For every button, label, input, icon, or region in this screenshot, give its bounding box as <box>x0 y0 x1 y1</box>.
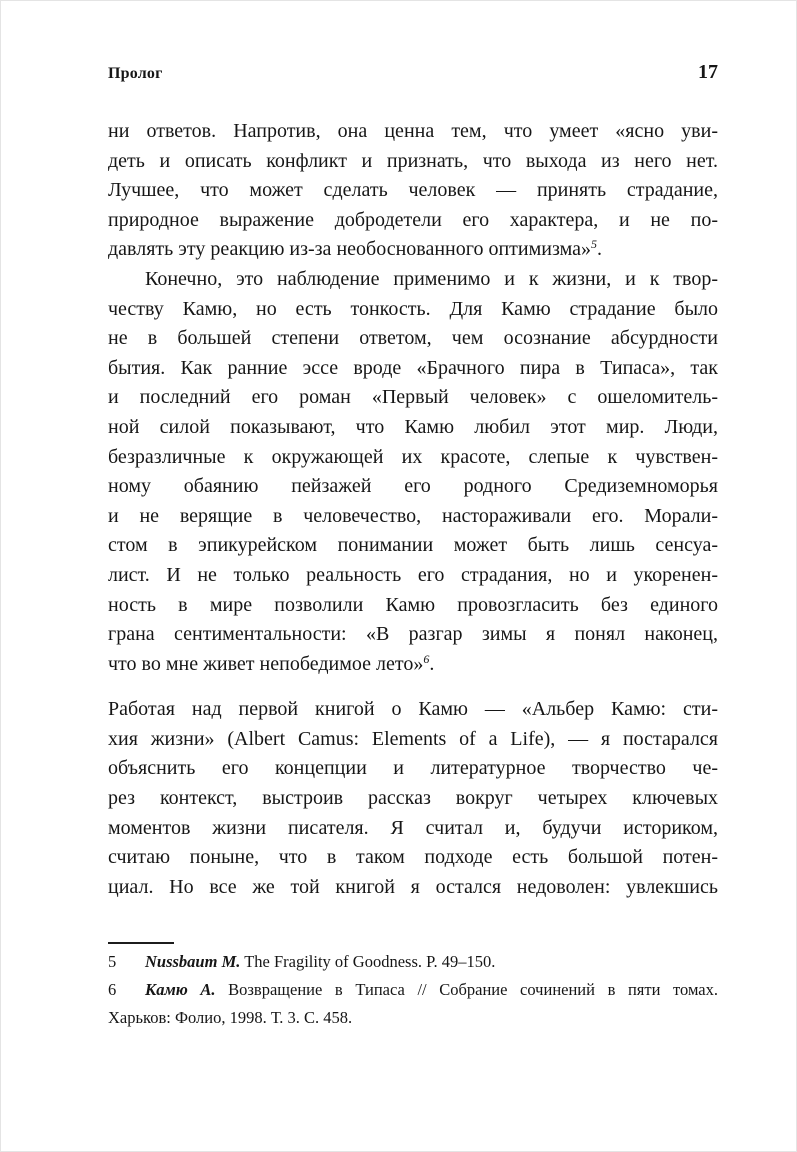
body-line: безразличные к окружающей их красоте, слепые к чувствен- <box>108 445 718 468</box>
body-line: лист. И не только реальность его страдания, но и укоренен- <box>108 563 718 586</box>
footnote-reference: 5 <box>590 237 597 252</box>
body-line: давлять эту реакцию из-за необоснованного оптимизма»$^5$. <box>108 237 602 261</box>
body-line: и не верящие в человечество, настораживали его. Морали- <box>108 504 718 527</box>
chapter-title: Пролог <box>108 65 163 82</box>
body-line: моментов жизни писателя. Я считал и, будучи историком, <box>108 816 718 839</box>
running-head <box>108 61 718 84</box>
body-line: циал. Но все же той книгой я остался недоволен: увлекшись <box>108 875 718 898</box>
footnote-line <box>108 948 718 976</box>
body-line: и последний его роман «Первый человек» с ошеломитель- <box>108 386 718 409</box>
footnote-number: 5 <box>108 952 117 971</box>
body-line: ни ответов. Напротив, она ценна тем, что умеет «ясно уви- <box>108 120 718 142</box>
body-text <box>108 117 718 902</box>
body-line: честву Камю, но есть тонкость. Для Камю страдание было <box>108 297 718 320</box>
footnotes <box>108 938 718 1032</box>
paragraph <box>108 117 718 265</box>
paragraph <box>108 265 718 679</box>
paragraph <box>108 695 718 902</box>
page-number: 17 <box>698 61 718 83</box>
footnote-line <box>108 1004 718 1032</box>
body-line: ной силой показывают, что Камю любил этот мир. Люди, <box>108 415 718 438</box>
body-line: ному обаянию пейзажей его родного Средиземноморья <box>108 475 718 498</box>
body-line: рез контекст, выстроив рассказ вокруг четырех ключевых <box>108 787 718 810</box>
footnote-number: 6 <box>108 980 117 999</box>
body-line: объяснить его концепции и литературное творчество че- <box>108 757 718 780</box>
body-line: Работая над первой книгой о Камю — «Альбер Камю: сти- <box>108 698 718 721</box>
body-line: стом в эпикурейском понимании может быть лишь сенсуа- <box>108 534 718 557</box>
footnote-text: The Fragility of Goodness. P. 49–150. <box>240 952 496 971</box>
body-line: считаю поныне, что в таком подходе есть большой потен- <box>108 846 718 869</box>
footnote-author: Камю А. <box>145 980 216 999</box>
body-line: не в большей степени ответом, чем осознание абсурдности <box>108 327 718 350</box>
body-line: бытия. Как ранние эссе вроде «Брачного пира в Типаса», так <box>108 356 718 379</box>
body-line: Конечно, это наблюдение применимо и к жизни, и к твор- <box>145 267 718 290</box>
body-line: ность в мире позволили Камю провозгласить без единого <box>108 593 718 616</box>
body-line: природное выражение добродетели его характера, и не по- <box>108 208 718 231</box>
footnote-author: Nussbaum M. <box>145 952 241 971</box>
footnote-rule <box>108 942 174 944</box>
footnote-text: Возвращение в Типаса // Собрание сочинений в пяти томах. <box>215 980 719 999</box>
footnotes-list <box>108 948 718 1032</box>
footnote-line <box>108 976 718 1004</box>
footnote-reference: 6 <box>423 651 430 666</box>
body-line: что во мне живет непобедимое лето»$^6$. <box>108 651 435 675</box>
body-line: хия жизни» (Albert Camus: Elements of a Life), — я постарался <box>108 727 718 750</box>
body-line: Лучшее, что может сделать человек — принять страдание, <box>108 179 718 202</box>
footnote-text: Харьков: Фолио, 1998. Т. 3. С. 458. <box>108 1008 353 1027</box>
body-line: деть и описать конфликт и признать, что выхода из него нет. <box>108 149 718 172</box>
body-line: грана сентиментальности: «В разгар зимы я понял наконец, <box>108 623 718 646</box>
